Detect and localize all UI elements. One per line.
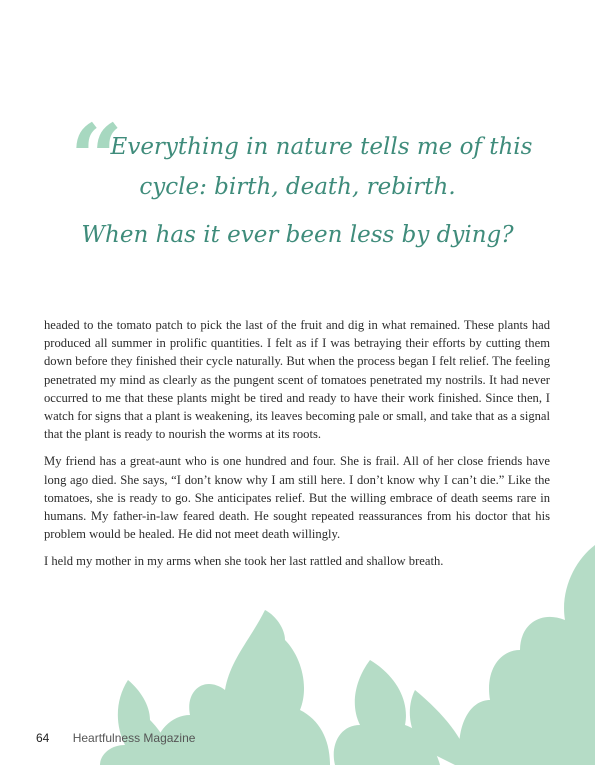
quotation-mark-icon: “: [70, 104, 123, 212]
paragraph-3: I held my mother in my arms when she took her last rattled and shallow breath.: [44, 554, 444, 569]
pull-quote: [0, 104, 595, 260]
leaf-left-small: [100, 680, 175, 765]
paragraph-1: headed to the tomato patch to pick the last of the fruit and dig in what remained. These plants had produced all summer in prolific quantities. I felt as if I was betraying their efforts by cutting them down before they finished their cycle naturally. But when the process began I felt relief. The feeling penetrated my mind as clearly as the pungent scent of tomatoes penetrated my nostrils. It had never occurred to me that these plants might be tired and ready to have their work finished. Since then, I watch for signs that a plant is weakening, its leaves becoming pale or small, and take that as a signal that the plant is ready to nourish the worms at its roots.: [44, 318, 550, 442]
pull-quote-line-2: cycle: birth, death, rebirth.: [139, 174, 456, 200]
magazine-name: Heartfulness Magazine: [72, 731, 196, 745]
pull-quote-line-3: When has it ever been less by dying?: [81, 222, 514, 248]
article-body: [44, 316, 550, 580]
page-number: 64: [36, 731, 50, 745]
pull-quote-line-1: Everything in nature tells me of this: [110, 134, 533, 160]
paragraph-2: My friend has a great-aunt who is one hundred and four. She is frail. All of her close friends have long ago died. She says, “I don’t know why I am still here. I don’t know why I can’t die.” Like the tomatoes, she is ready to go. She anticipates relief. But the willing embrace of death seems rare in humans. My father-in-law feared death. He sought repeated reassurances from his doctor that his problem would be healed. He did not meet death willingly.: [44, 454, 550, 542]
page-footer: [36, 731, 195, 745]
